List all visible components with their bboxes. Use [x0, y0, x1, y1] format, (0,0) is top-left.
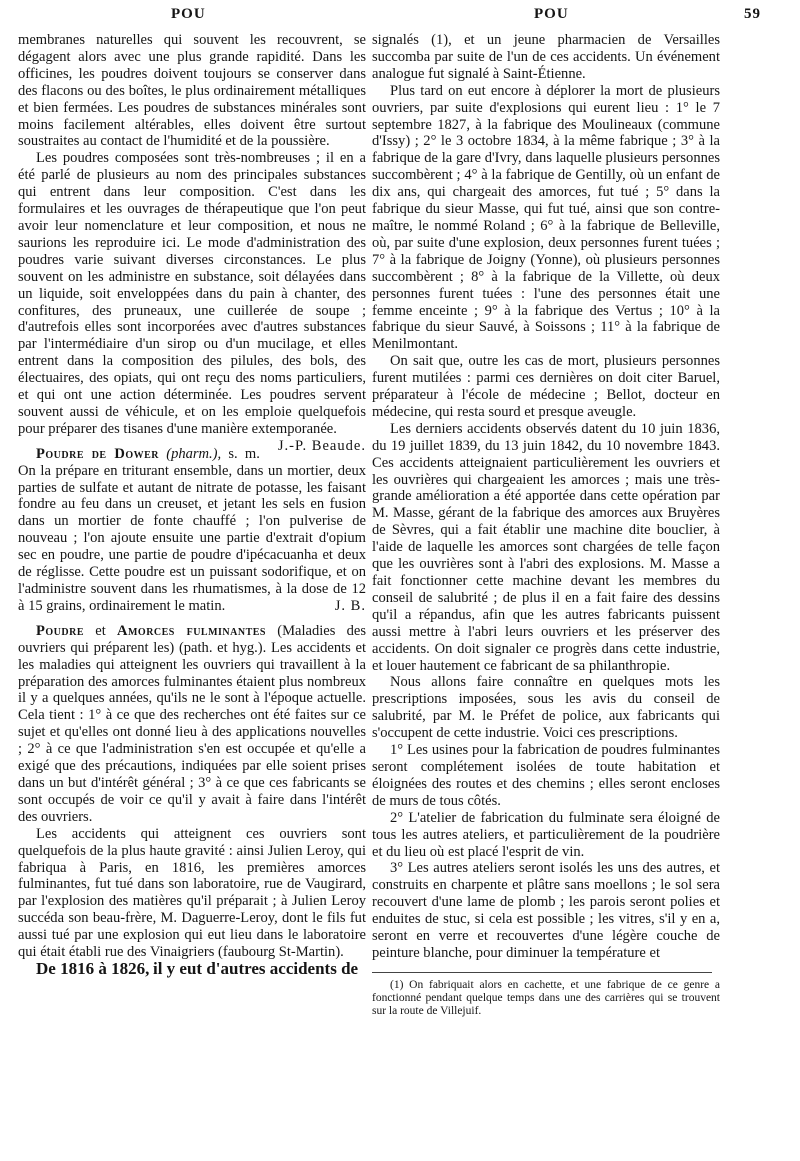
paragraph-text: il y eut d'autres accidents de	[152, 958, 359, 978]
entry-title: Amorces fulminantes	[116, 622, 266, 639]
paragraph: Les derniers accidents observés datent du 10 juin 1836, du 19 juillet 1839, du 13 juin 1842, du 10 novembre 1843. Ces accidents atteignaient particulièrement les ouvriers et les ouvrières qui chargeaient les amorces ; mais une très-grande amélioration a été apportée dans cette opération par M. Masse, gérant de la fabrique des amorces aux Bruyères de Sèvres, qui a fait établir une machine dite bouclier, à l'aide de laquelle les amorces sont chargées de telle façon que les ouvrières sont à l'abri des explosions. M. Masse a fait fonctionner cette machine devant les membres du conseil de salubrité ; de plus il en a fait faire des dessins qu'il a répandus, afin que les autres fabricants puissent aussi mettre à l'abri leurs ouvriers et les préserver des accidents. On doit signaler ce progrès dans cette industrie, et louer hautement ce fabricant de sa philanthropie.	[372, 420, 720, 674]
running-head-center: POU	[534, 6, 569, 22]
paragraph-text: Les poudres composées sont très-nombreuses ; il en a été parlé de plusieurs au nom des principales substances qui entrent dans leur composition. C'est dans les formulaires et les ouvrages de thérapeutique que l'on peut avoir leur nomenclature et leur composition, et nous ne saurions les reproduire ici. Le mode d'administration des poudres varie suivant diverses circonstances. Le plus souvent on les administre en substance, soit délayées dans un liquide, soit enveloppées dans du pain à chanter, des confitures, des pruneaux, une cuillerée de soupe ; d'autrefois elles sont incorporées avec d'autres substances par l'intermédiaire d'un sirop ou d'un mucilage, et elles entrent dans la composition des pilules, des bols, des électuaires, des opiats, qui ont reçu des noms particuliers, et qui ont une action déterminée. Les poudres servent souvent aussi de véhicule, et on les emploie quelquefois pour préparer des tisanes d'une manière extemporanée.	[18, 150, 366, 437]
footnote-divider	[372, 972, 712, 973]
entry-title: Poudre	[36, 622, 84, 639]
right-column	[372, 32, 720, 1018]
paragraph: 2° L'atelier de fabrication du fulminate sera éloigné de tous les autres ateliers, et particulièrement de la poudrière et du lieu où est placé l'esprit de vin.	[372, 809, 720, 860]
entry-text: Les accidents et les maladies qui atteignent les ouvriers qui travaillent à la préparation des amorces fulminantes étaient plus nombreux il y a quelques années, qu'ils ne le sont à l'époque actuelle. Cela tient : 1° à ce que des recherches ont été faites sur ce sujet et qu'elles ont donné lieu à des applications nouvelles ; 2° à ce que l'administration s'en est occupée et qu'elle a exigé que des précautions, indiquées par elle soient prises dans un but d'intérêt général ; 3° à ce que ces fabricants se sont occupés de voir ce qu'il y avait à faire dans l'intérêt des ouvriers.	[18, 639, 367, 825]
entry-text: On la prépare en triturant ensemble, dans un mortier, deux parties de sulfate et autant de nitrate de potasse, les faisant fondre au feu dans un creuset, et jetant les sels en fusion dans un mortier de fonte chauffé ; l'on pulverise de nouveau ; l'on ajoute ensuite une partie d'extrait d'opium sec en poudre, une partie de poudre d'ipécacuanha et deux de réglisse. Cette poudre est un puissant sodorifique, et on l'administre souvent dans les rhumatismes, à la dose de 12 à 15 grains, ordinairement le matin.	[18, 462, 366, 614]
entry-subtitle: (Maladies des ouvriers qui préparent les) (path. et hyg.).	[18, 622, 367, 656]
author-signature: J.-P. Beaude.	[277, 437, 366, 454]
running-head-left: POU	[171, 6, 206, 22]
entry-title: Poudre de Dower	[36, 445, 159, 462]
paragraph: Les accidents qui atteignent ces ouvriers sont quelquefois de la plus haute gravité : ainsi Julien Leroy, qui fabriqua à Paris, en 1816, les premières amorces fulminantes, fut tué dans son laboratoire, rue de Vaugirard, par l'explosion des matières qu'il préparait ; à Julien Leroy succéda son beau-frère, M. Daguerre-Leroy, dont le fils fut aussi tué par une explosion qui eut lieu dans le laboratoire qui était établi rue des Vinaigriers (faubourg St-Martin).	[18, 825, 366, 961]
entry-poudre-de-dower	[18, 446, 366, 615]
entry-domain: (pharm.),	[166, 445, 222, 462]
entry-poudre-amorces	[18, 623, 366, 826]
entry-title-conjunction: et	[95, 622, 106, 639]
footnote: (1) On fabriquait alors en cachette, et une fabrique de ce genre a fonctionné pendant quelque temps dans une des carrières qui se trouvent sur la route de Villejuif.	[372, 978, 720, 1017]
paragraph: 3° Les autres ateliers seront isolés les uns des autres, et construits en charpente et plâtre sans moellons ; le sol sera recouvert d'une lame de plomb ; les parois seront polies et enduites de stuc, si cela est possible ; les vitres, s'il y en a, seront en verre et recouvertes d'une légère couche de peinture blanche, pour diminuer la température et	[372, 860, 720, 961]
entry-part-of-speech: s. m.	[228, 445, 260, 462]
paragraph: signalés (1), et un jeune pharmacien de Versailles succomba par suite de l'un de ces accidents. Un événement analogue fut signalé à Saint-Étienne.	[372, 32, 720, 82]
left-column	[18, 32, 366, 979]
author-signature: J. B.	[334, 597, 366, 614]
paragraph: 1° Les usines pour la fabrication de poudres fulminantes seront complétement isolées de toute habitation et éloignées des routes et des chemins ; elles seront encloses de murs de tous côtés.	[372, 742, 720, 809]
emphasized-text: De 1816 à 1826,	[36, 958, 150, 978]
paragraph: Nous allons faire connaître en quelques mots les prescriptions imposées, sous les avis du conseil de salubrité, par M. le Préfet de police, aux fabricants qui s'occupent de cette industrie. Voici ces prescriptions.	[372, 674, 720, 742]
paragraph: On sait que, outre les cas de mort, plusieurs personnes furent mutilées : parmi ces dernières on doit citer Baruel, préparateur à l'école de médecine ; Bellot, docteur en médecine, qui resta sourd et presque aveugle.	[372, 353, 720, 420]
paragraph	[18, 958, 366, 979]
paragraph: Plus tard on eut encore à déplorer la mort de plusieurs ouvriers, par suite d'explosions qui eurent lieu : 1° le 7 septembre 1827, à la fabrique des Moulineaux (commune d'Issy) ; 2° le 3 octobre 1834, à la même fabrique ; 3° à la fabrique de la gare d'Ivry, dans laquelle plusieurs personnes succombèrent ; 4° à la fabrique de Gentilly, où un enfant de dix ans, qui chargeait des amorces, fut tué ; 5° dans la fabrique du sieur Masse, qui fut tué, ainsi que son contre-maître, le nommé Roland ; 6° à la fabrique de Belleville, où, par suite d'une explosion, deux personnes furent tuées ; 7° à la fabrique de Joigny (Yonne), où plusieurs personnes succombèrent ; 8° à la fabrique de la Villette, où deux personnes furent tuées : l'une des personnes était une femme enceinte ; 9° à la fabrique des Vertus ; 10° à la fabrique du sieur Sauvé, à Soissons ; 11° à la fabrique de Menilmontant.	[372, 82, 720, 353]
paragraph: membranes naturelles qui souvent les recouvrent, se dégagent alors avec une plus grande rapidité. Dans les officines, les poudres doivent toujours se conserver dans des flacons ou des boîtes, le plus ordinairement métalliques et bien fermées. Les poudres de substances minérales sont moins facilement altérables, elles doivent être surtout soustraites au contact de l'humidité et de la poussière.	[18, 32, 366, 150]
page-number: 59	[744, 6, 761, 22]
